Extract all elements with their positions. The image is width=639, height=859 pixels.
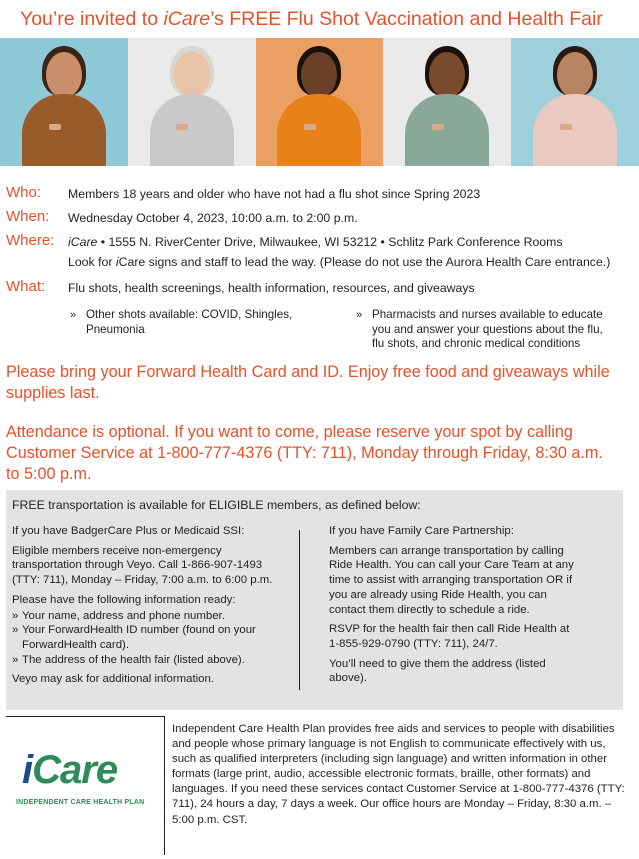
title-brand: iCare [163, 8, 211, 30]
photo-1 [0, 38, 128, 166]
who-row [6, 184, 626, 208]
bring-card-notice: Please bring your Forward Health Card and ID. Enjoy free food and giveaways while supplies last. [6, 363, 610, 402]
list-item: » Your ForwardHealth ID number (found on your ForwardHealth card). [12, 623, 278, 652]
when-row [6, 208, 626, 232]
footer-divider-horizontal [6, 716, 164, 717]
list-item: » Your name, address and phone number. [12, 609, 278, 624]
what-bullet-1 [70, 308, 308, 337]
ride-health-info: Members can arrange transportation by calling Ride Health. You can call your Care Team at any time to assist with arranging transportation OR if you are already using Ride Health, you can contact them directly to schedule a ride. [329, 544, 574, 616]
rsvp-info: RSVP for the health fair then call Ride Health at 1-855-929-0790 (TTY: 711), 24/7. [329, 623, 570, 650]
attendance-notice: Attendance is optional. If you want to come, please reserve your spot by calling Customer Service at 1-800-777-4376 (TTY: 711), Monday through Friday, 8:30 a.m. to 5:00 p.m. [6, 423, 603, 483]
photo-4 [383, 38, 511, 166]
event-details [6, 184, 626, 296]
photo-3 [256, 38, 384, 166]
what-bullet-2-text: Pharmacists and nurses available to educate you and answer your questions about the flu, flu shots, and chronic medical conditions [372, 308, 603, 350]
who-label: Who: [6, 184, 42, 201]
logo-wordmark [22, 748, 117, 793]
info-ready-heading: Please have the following information ready: [12, 593, 236, 606]
what-label: What: [6, 278, 46, 295]
title-prefix: You’re invited to [20, 8, 164, 30]
logo-i: i [22, 748, 33, 792]
where-address: • 1555 N. RiverCenter Drive, Milwaukee, WI 53212 • Schlitz Park Conference Rooms [97, 235, 563, 249]
where-directions-brand: i [115, 255, 119, 269]
badgercare-column [12, 524, 278, 692]
badgercare-heading: If you have BadgerCare Plus or Medicaid SSI: [12, 525, 245, 537]
family-care-column [329, 524, 579, 691]
bullet-mark: » [70, 309, 77, 321]
where-row [6, 232, 626, 278]
column-divider [299, 530, 300, 690]
photo-2 [128, 38, 256, 166]
what-bullet-1-text: Other shots available: COVID, Shingles, Pneumonia [86, 308, 293, 336]
transportation-heading: FREE transportation is available for ELIGIBLE members, as defined below: [12, 498, 421, 512]
icare-logo [14, 748, 164, 812]
where-directions: Care signs and staff to lead the way. (Please do not use the Aurora Health Care entrance.) [118, 255, 611, 269]
when-value: Wednesday October 4, 2023, 10:00 a.m. to 2:00 p.m. [68, 211, 358, 225]
logo-care: Care [32, 748, 118, 792]
veyo-info: Eligible members receive non-emergency transportation through Veyo. Call 1-866-907-1493 (TTY: 711), Monday – Friday, 7:00 a.m. to 6:00 p.m. [12, 544, 273, 587]
family-care-heading: If you have Family Care Partnership: [329, 525, 514, 537]
veyo-note: Veyo may ask for additional information. [12, 673, 214, 686]
photo-5 [511, 38, 639, 166]
where-value [68, 232, 610, 270]
where-label: Where: [6, 232, 55, 249]
address-note: You’ll need to give them the address (listed above). [329, 657, 546, 685]
where-brand: iCare [68, 235, 98, 249]
transportation-box [6, 490, 623, 710]
footer-divider-vertical [164, 716, 165, 855]
title-suffix: ’s FREE Flu Shot Vaccination and Health Fair [210, 8, 603, 30]
when-label: When: [6, 208, 50, 225]
who-value: Members 18 years and older who have not had a flu shot since Spring 2023 [68, 187, 481, 201]
page-title [20, 8, 603, 31]
what-bullet-2 [356, 308, 612, 352]
what-row [6, 278, 626, 296]
what-value: Flu shots, health screenings, health information, resources, and giveaways [68, 281, 475, 295]
where-directions-prefix: Look for [68, 255, 116, 269]
nondiscrimination-notice: Independent Care Health Plan provides free aids and services to people with disabilities and people whose primary language is not English to communicate effectively with us, such as qualified interpreters (including sign language) and written information in other formats (large print, audio, accessible electronic formats, braille, other formats) and languages. If you need these services contact Customer Service at 1-800-777-4376 (TTY: 711), 24 hours a day, 7 days a week. Our office hours are Monday – Friday, 8:30 a.m. – 5:00 p.m. CST. [172, 723, 625, 826]
photo-strip [0, 38, 639, 166]
list-item: » The address of the health fair (listed above). [12, 653, 278, 668]
logo-subtitle: INDEPENDENT CARE HEALTH PLAN [16, 799, 145, 806]
bullet-mark: » [356, 309, 363, 321]
